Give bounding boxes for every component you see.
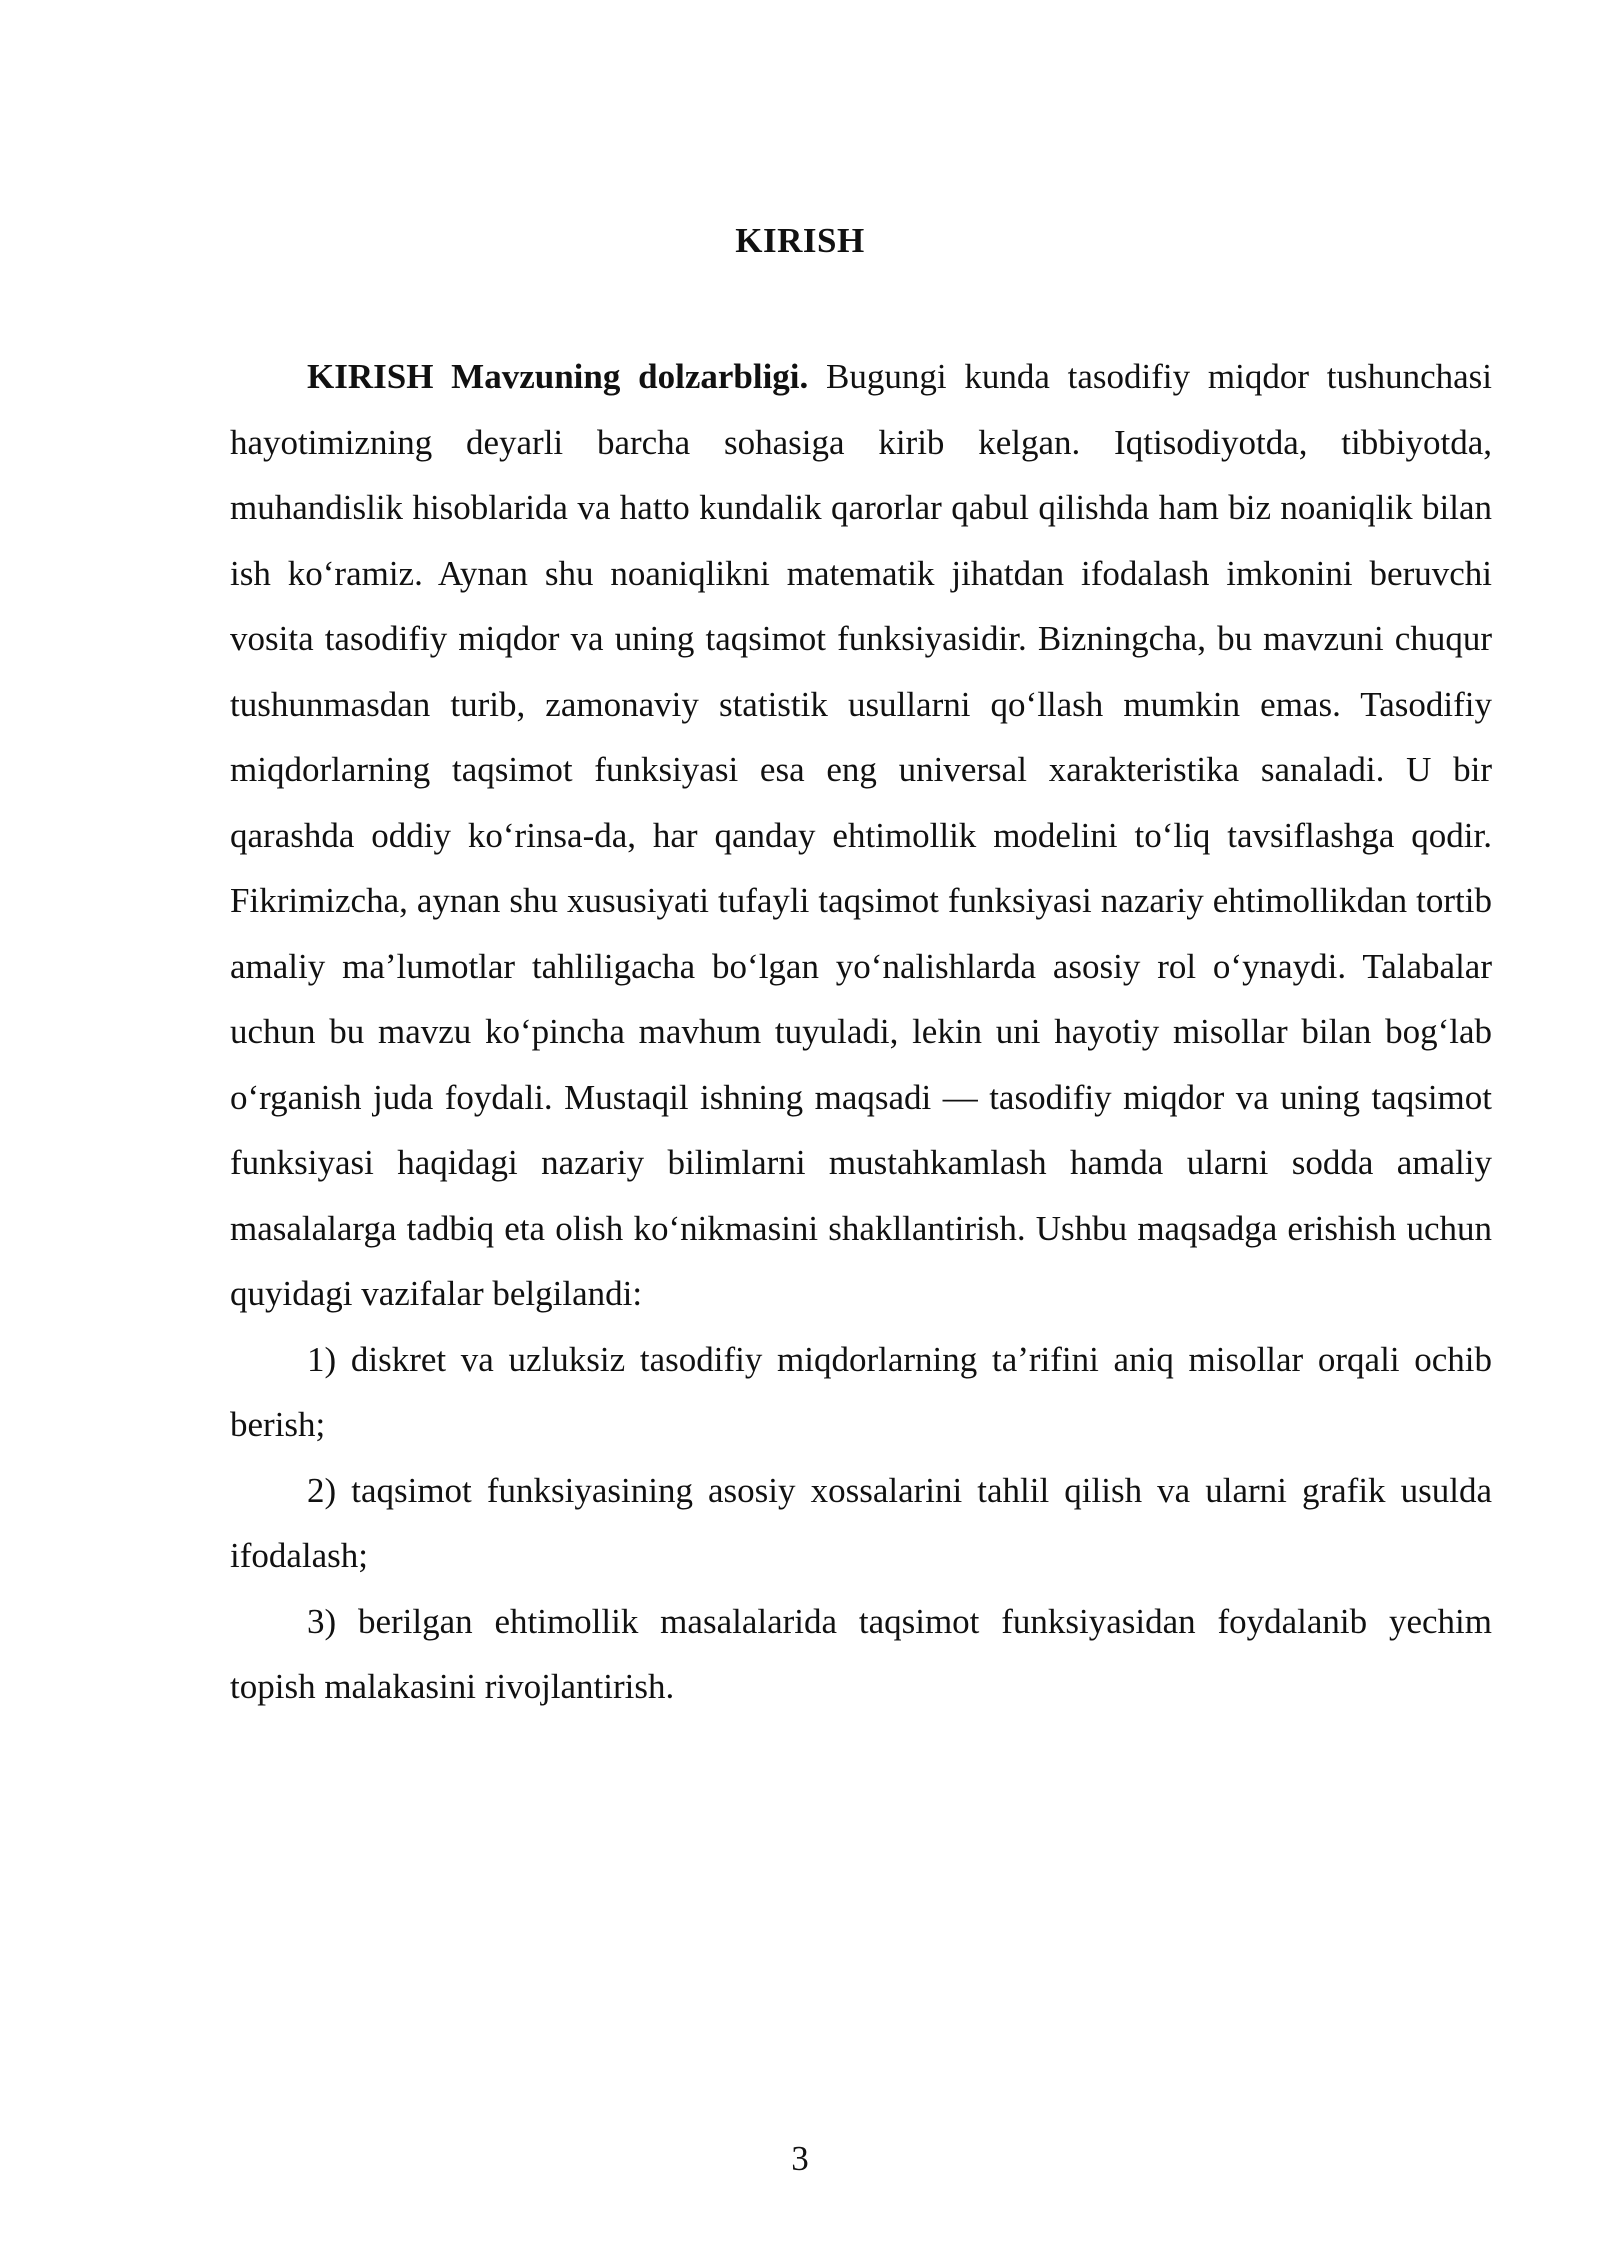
task-item-1: 1) diskret va uzluksiz tasodifiy miqdorlarning taʼrifini aniq misollar orqali ochib berish; bbox=[230, 1339, 1492, 1444]
intro-paragraph bbox=[230, 344, 1492, 1327]
task-item-2: 2) taqsimot funksiyasining asosiy xossalarini tahlil qilish va ularni grafik usulda ifodalash; bbox=[230, 1470, 1492, 1575]
page-title: KIRISH bbox=[735, 221, 865, 260]
document-body bbox=[230, 344, 1492, 1720]
page-number: 3 bbox=[791, 2139, 809, 2178]
task-item-3: 3) berilgan ehtimollik masalalarida taqsimot funksiyasidan foydalanib yechim topish malakasini rivojlantirish. bbox=[230, 1601, 1492, 1706]
intro-lead: KIRISH Mavzuning dolzarbligi. bbox=[307, 357, 809, 396]
intro-text: Bugungi kunda tasodifiy miqdor tushunchasi hayotimizning deyarli barcha sohasiga kirib kelgan. Iqtisodiyotda, tibbiyotda, muhandislik hisoblarida va hatto kundalik qarorlar qabul qilishda ham biz noaniqlik bilan ish koʻramiz. Aynan shu noaniqlikni matematik jihatdan ifodalash imkonini beruvchi vosita tasodifiy miqdor va uning taqsimot funksiyasidir. Bizningcha, bu mavzuni chuqur tushunmasdan turib, zamonaviy statistik usullarni qoʻllash mumkin emas. Tasodifiy miqdorlarning taqsimot funksiyasi esa eng universal xarakteristika sanaladi. U bir qarashda oddiy koʻrinsa-da, har qanday ehtimollik modelini toʻliq tavsiflashga qodir. Fikrimizcha, aynan shu xususiyati tufayli taqsimot funksiyasi nazariy ehtimollikdan tortib amaliy maʼlumotlar tahliligacha boʻlgan yoʻnalishlarda asosiy rol oʻynaydi. Talabalar uchun bu mavzu koʻpincha mavhum tuyuladi, lekin uni hayotiy misollar bilan bogʻlab oʻrganish juda foydali. Mustaqil ishning maqsadi — tasodifiy miqdor va uning taqsimot funksiyasi haqidagi nazariy bilimlarni mustahkamlash hamda ularni sodda amaliy masalalarga tadbiq eta olish koʻnikmasini shakllantirish. Ushbu maqsadga erishish uchun quyidagi vazifalar belgilandi: bbox=[230, 357, 1492, 1313]
